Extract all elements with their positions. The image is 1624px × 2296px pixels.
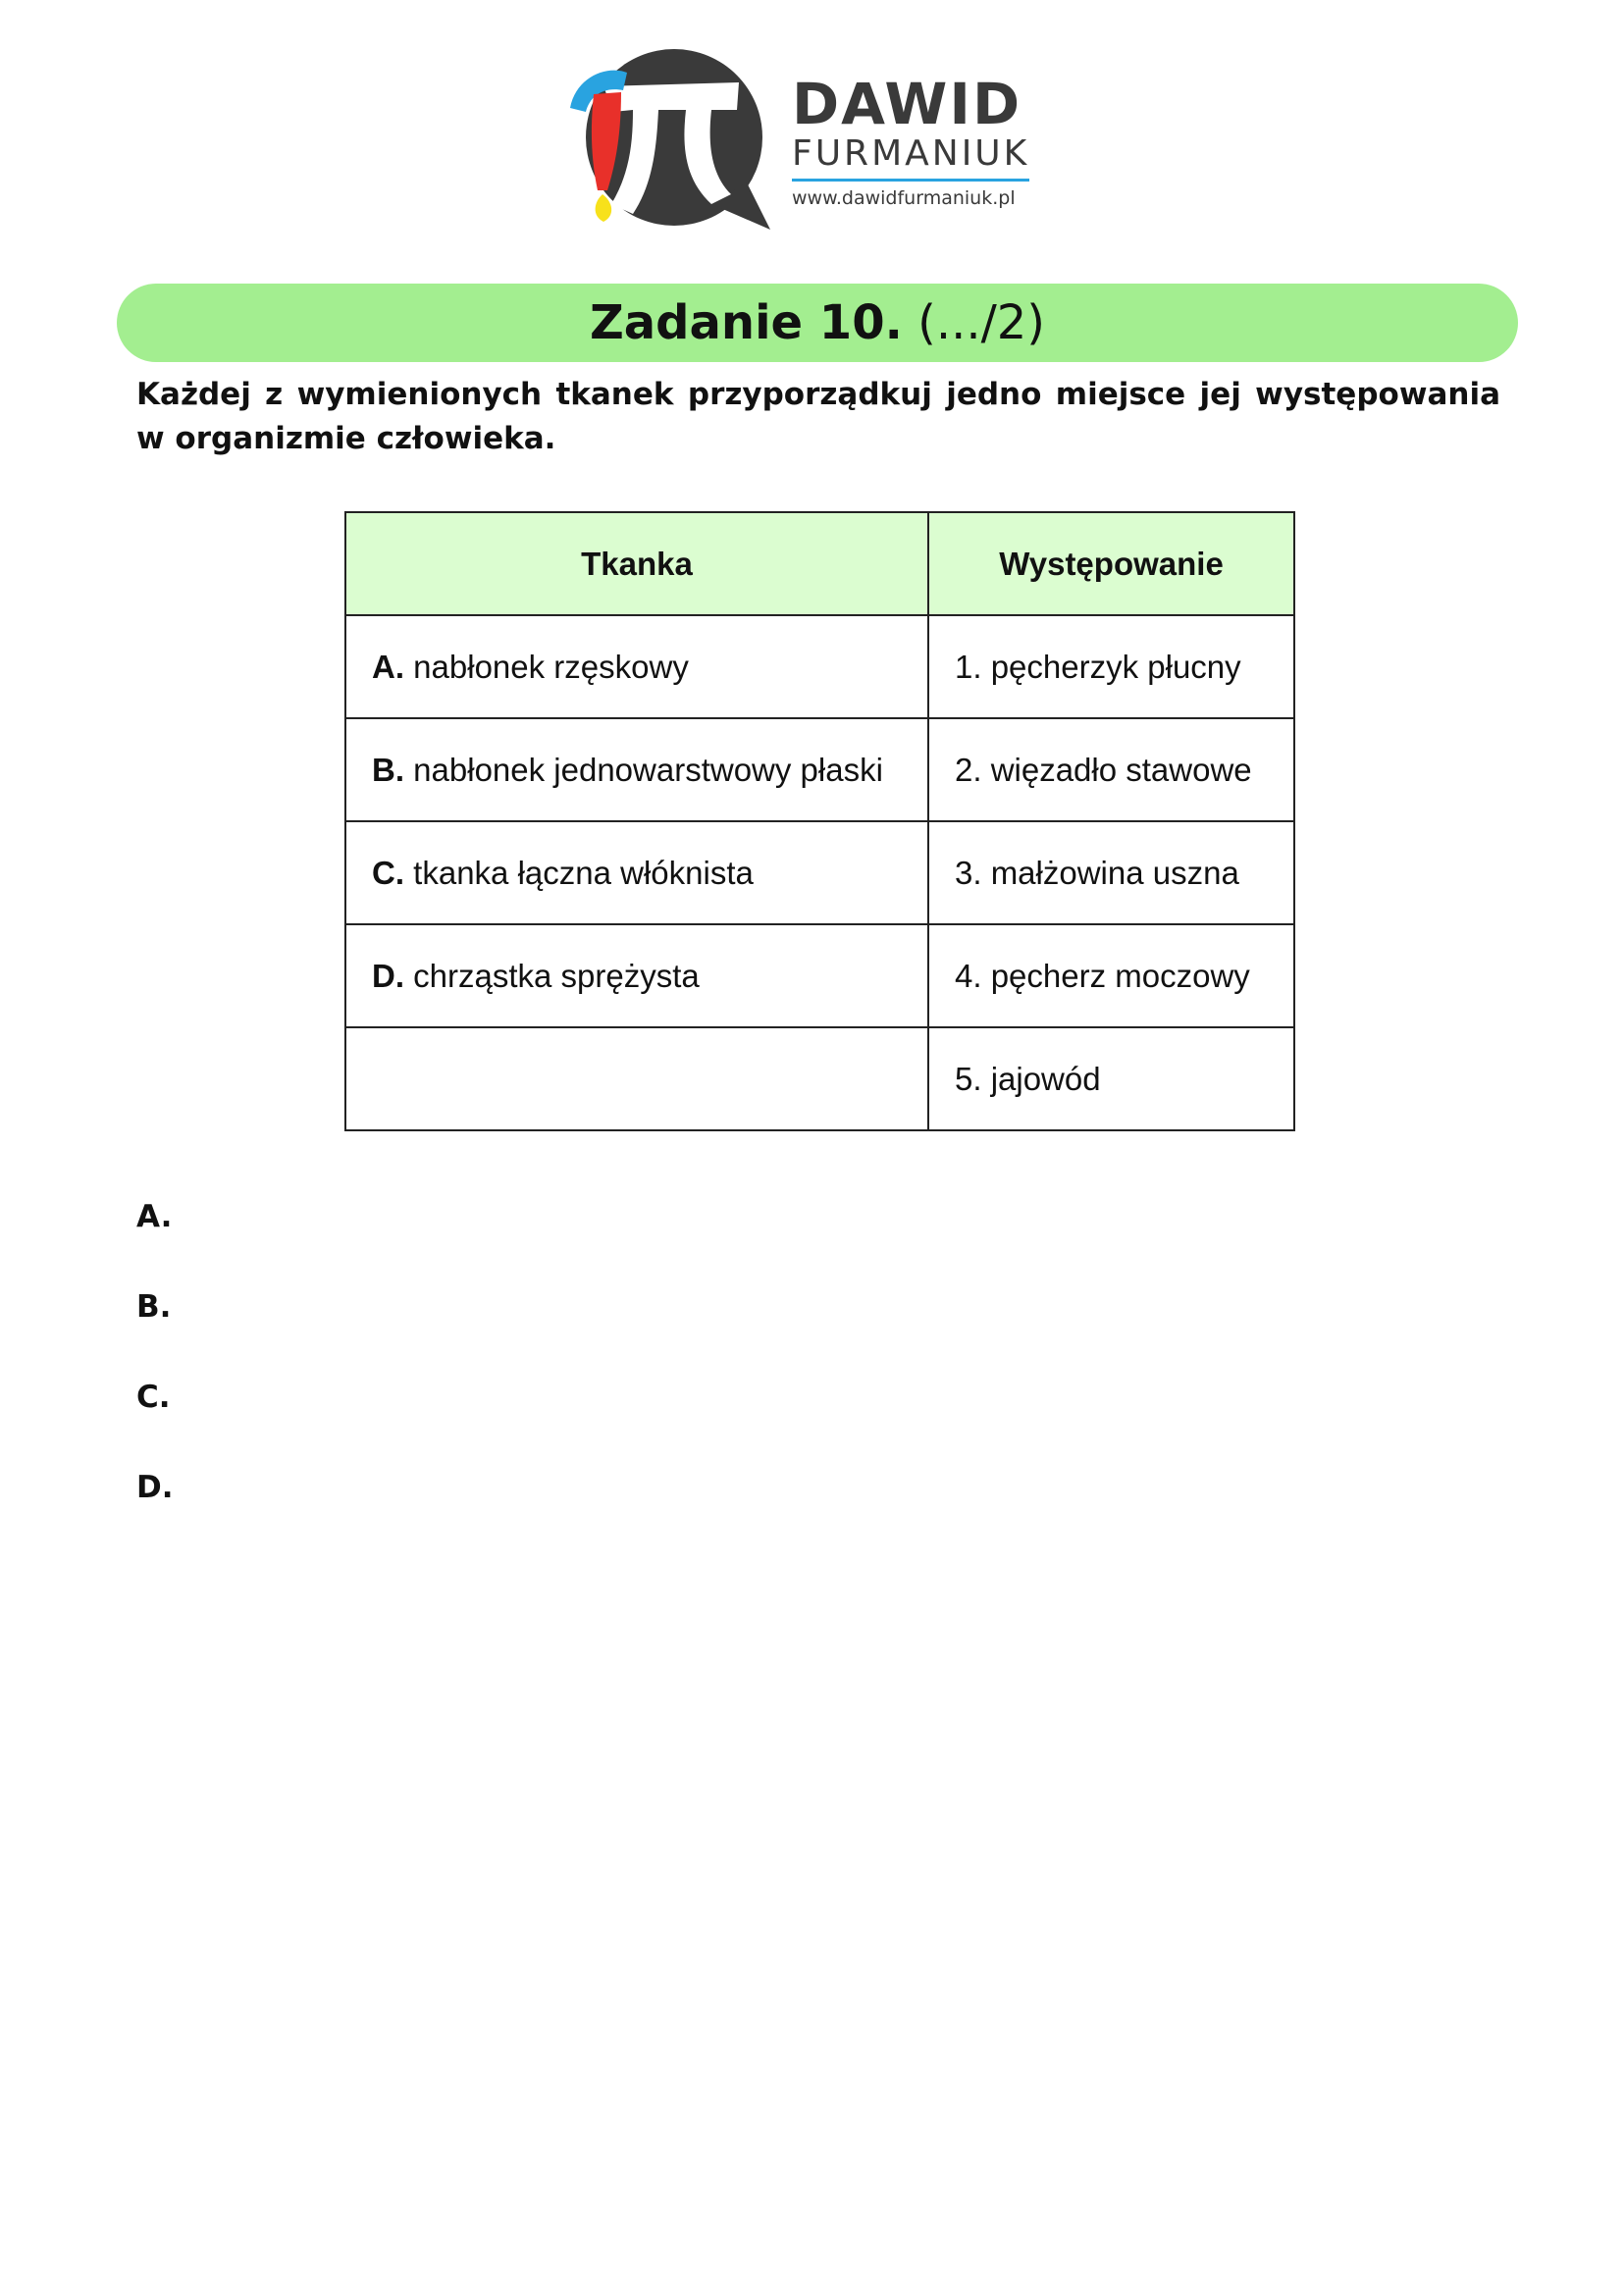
tissue-name: nabłonek jednowarstwowy płaski <box>413 751 883 788</box>
task-title: Zadanie 10. <box>589 295 903 350</box>
tissue-cell <box>345 821 928 924</box>
logo-name: DAWID <box>792 71 1022 137</box>
tissue-cell <box>345 615 928 718</box>
tissue-cell <box>345 924 928 1027</box>
tissue-key: C. <box>372 854 404 891</box>
answer-line-d[interactable]: D. <box>136 1470 174 1505</box>
tissue-name: nabłonek rzęskowy <box>413 648 689 685</box>
answer-line-b[interactable]: B. <box>136 1289 172 1325</box>
task-points: (.../2) <box>917 295 1046 350</box>
answer-line-a[interactable]: A. <box>136 1199 173 1234</box>
brand-logo <box>564 47 1035 234</box>
header-location: Występowanie <box>928 512 1294 615</box>
location-cell: 2. więzadło stawowe <box>928 718 1294 821</box>
logo-divider <box>792 179 1029 182</box>
task-instruction: Każdej z wymienionych tkanek przyporządkuj jedno miejsce jej występowania w organizmie człowieka. <box>136 377 1500 456</box>
tissue-name: tkanka łączna włóknista <box>413 854 754 891</box>
location-cell: 1. pęcherzyk płucny <box>928 615 1294 718</box>
table-row <box>345 924 1294 1027</box>
table-row <box>345 1027 1294 1130</box>
table-row <box>345 615 1294 718</box>
location-cell: 3. małżowina uszna <box>928 821 1294 924</box>
table-row <box>345 718 1294 821</box>
header-tissue: Tkanka <box>345 512 928 615</box>
task-header-bar <box>117 284 1518 362</box>
answer-line-c[interactable]: C. <box>136 1380 171 1415</box>
tissue-matching-table <box>344 511 1295 1131</box>
tissue-cell <box>345 718 928 821</box>
logo-url: www.dawidfurmaniuk.pl <box>792 187 1016 209</box>
tissue-name: chrząstka sprężysta <box>413 957 700 994</box>
location-cell: 4. pęcherz moczowy <box>928 924 1294 1027</box>
pi-speech-bubble-icon <box>564 47 780 234</box>
tissue-key: B. <box>372 751 404 788</box>
answer-list <box>136 1192 174 1553</box>
tissue-key: A. <box>372 648 404 685</box>
location-cell: 5. jajowód <box>928 1027 1294 1130</box>
logo-surname: FURMANIUK <box>792 133 1030 174</box>
tissue-key: D. <box>372 957 404 994</box>
table-header-row <box>345 512 1294 615</box>
table-row <box>345 821 1294 924</box>
tissue-cell-empty <box>345 1027 928 1130</box>
